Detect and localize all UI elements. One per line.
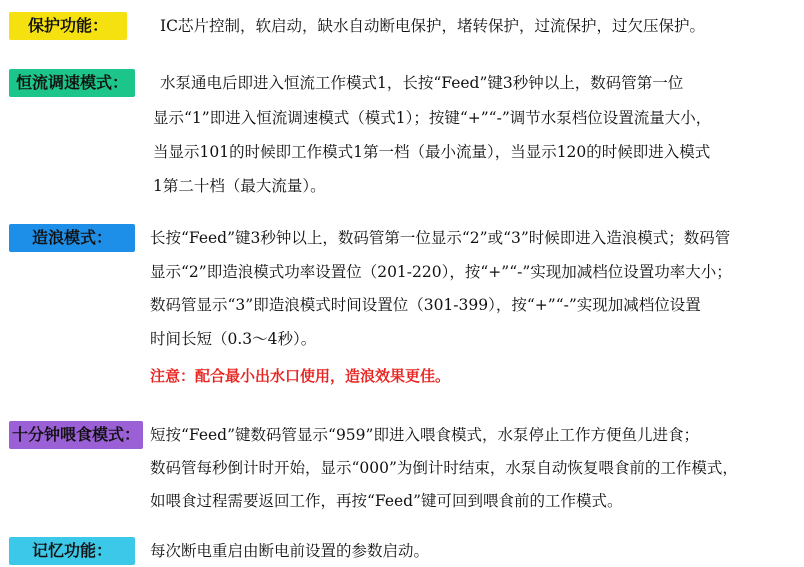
feeding-line-3: 如喂食过程需要返回工作，再按“Feed”键可回到喂食前的工作模式。 — [150, 492, 623, 510]
label-memory: 记忆功能： — [9, 537, 135, 565]
feeding-line-2: 数码管每秒倒计时开始，显示“000”为倒计时结束，水泵自动恢复喂食前的工作模式， — [150, 459, 738, 477]
label-constant-flow: 恒流调速模式： — [9, 69, 135, 97]
feeding-line-1: 短按“Feed”键数码管显示“959”即进入喂食模式，水泵停止工作方便鱼儿进食； — [150, 426, 699, 444]
constant-flow-line-2: 显示“1”即进入恒流调速模式（模式1）；按键“+”“-”调节水泵档位设置流量大小， — [153, 109, 712, 127]
wave-note: 注意：配合最小出水口使用，造浪效果更佳。 — [150, 367, 451, 385]
wave-line-4: 时间长短（0.3～4秒）。 — [150, 330, 317, 348]
protection-text: IC芯片控制，软启动，缺水自动断电保护，堵转保护，过流保护，过欠压保护。 — [160, 17, 705, 35]
wave-line-1: 长按“Feed”键3秒钟以上，数码管第一位显示“2”或“3”时候即进入造浪模式；数码管 — [150, 229, 731, 247]
wave-line-3: 数码管显示“3”即造浪模式时间设置位（301-399），按“+”“-”实现加减档位设置 — [150, 296, 701, 314]
label-protection: 保护功能： — [9, 12, 127, 40]
label-wave: 造浪模式： — [9, 224, 135, 252]
constant-flow-line-3: 当显示101的时候即工作模式1第一档（最小流量），当显示120的时候即进入模式 — [153, 143, 711, 161]
constant-flow-line-1: 水泵通电后即进入恒流工作模式1，长按“Feed”键3秒钟以上，数码管第一位 — [160, 74, 684, 92]
constant-flow-line-4: 1第二十档（最大流量）。 — [153, 177, 326, 195]
label-feeding: 十分钟喂食模式： — [9, 421, 143, 449]
wave-line-2: 显示“2”即造浪模式功率设置位（201-220），按“+”“-”实现加减档位设置功率大小； — [150, 263, 732, 281]
memory-text: 每次断电重启由断电前设置的参数启动。 — [150, 542, 430, 560]
